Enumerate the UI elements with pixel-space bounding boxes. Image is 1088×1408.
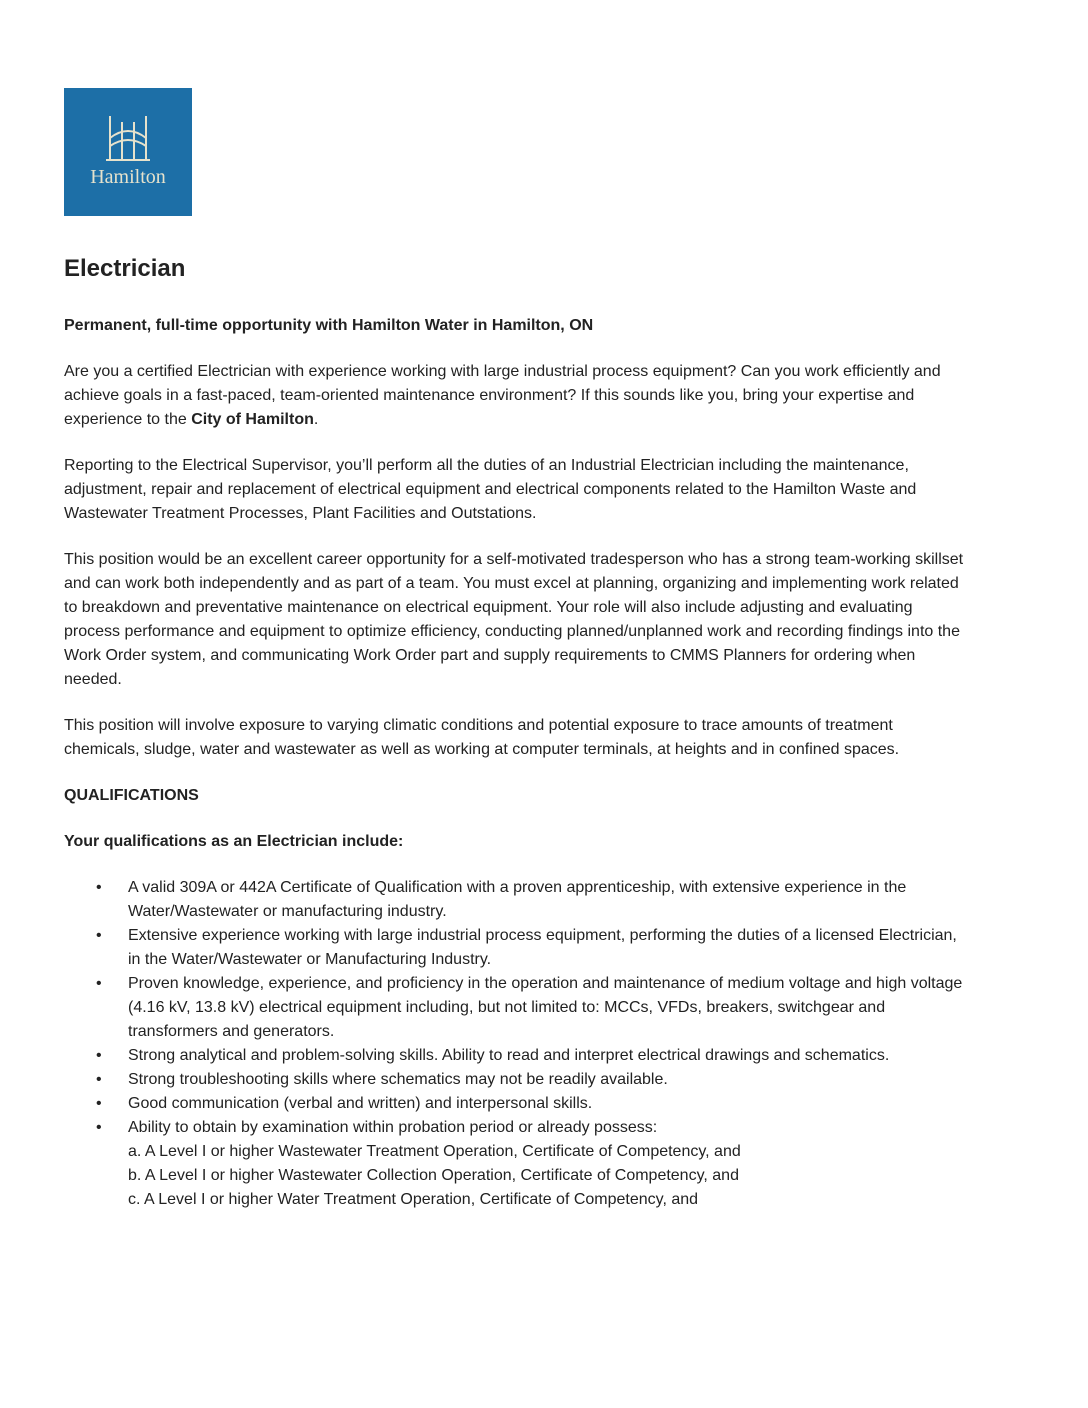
- bullet: •: [96, 927, 102, 944]
- list-item: [64, 1044, 964, 1068]
- qualifications-list: [64, 876, 964, 1212]
- bullet: •: [96, 1047, 102, 1064]
- list-item-text: Proven knowledge, experience, and proficiency in the operation and maintenance of medium voltage and high voltage (4.16 kV, 13.8 kV) electrical equipment including, but not limited to: MCCs, VFDs, breakers, switchgear and transformers and generators.: [128, 975, 963, 1040]
- list-item: [64, 1092, 964, 1116]
- logo-wordmark: Hamilton: [90, 166, 166, 188]
- qualifications-intro: Your qualifications as an Electrician include:: [64, 833, 404, 850]
- list-item: [64, 876, 964, 924]
- list-item-text: Strong analytical and problem-solving skills. Ability to read and interpret electrical drawings and schematics.: [128, 1047, 890, 1064]
- bullet: •: [96, 975, 102, 992]
- opportunity-paragraph: This position would be an excellent career opportunity for a self-motivated tradesperson who has a strong team-working skillset and can work both independently and as part of a team. You must excel at planning, organizing and implementing work related to breakdown and preventative maintenance on electrical equipment. Your role will also include adjusting and evaluating process performance and equipment to optimize efficiency, conducting planned/unplanned work and recording findings into the Work Order system, and communicating Work Order part and supply requirements to CMMS Planners for ordering when needed.: [64, 551, 964, 688]
- list-item-text: Strong troubleshooting skills where schematics may not be readily available.: [128, 1071, 668, 1088]
- hamilton-logo: [64, 88, 192, 216]
- bullet: •: [96, 1071, 102, 1088]
- sub-item: a. A Level I or higher Wastewater Treatment Operation, Certificate of Competency, and: [128, 1143, 741, 1160]
- bullet: •: [96, 1095, 102, 1112]
- page-title: Electrician: [64, 255, 186, 282]
- conditions-paragraph: This position will involve exposure to varying climatic conditions and potential exposure to trace amounts of treatment chemicals, sludge, water and wastewater as well as working at computer terminals, at heights and in confined spaces.: [64, 717, 900, 758]
- list-item-text: Good communication (verbal and written) and interpersonal skills.: [128, 1095, 593, 1112]
- intro-text: Are you a certified Electrician with experience working with large industrial process equipment? Can you work efficiently and achieve goals in a fast-paced, team-oriented maintenance environment? If this sounds like you, bring your expertise and experience to the: [64, 363, 941, 428]
- list-item: [64, 1068, 964, 1092]
- bullet: •: [96, 1119, 102, 1136]
- list-item-text: Extensive experience working with large industrial process equipment, performing the duties of a licensed Electrician, in the Water/Wastewater or Manufacturing Industry.: [128, 927, 957, 968]
- job-posting: [64, 254, 964, 1212]
- bullet: •: [96, 879, 102, 896]
- job-subtitle: Permanent, full-time opportunity with Hamilton Water in Hamilton, ON: [64, 317, 594, 334]
- sub-item: b. A Level I or higher Wastewater Collection Operation, Certificate of Competency, and: [128, 1167, 739, 1184]
- intro-end: .: [313, 411, 319, 428]
- list-item: [64, 1116, 964, 1212]
- list-item: [64, 924, 964, 972]
- list-item-text: A valid 309A or 442A Certificate of Qualification with a proven apprenticeship, with extensive experience in the Water/Wastewater or manufacturing industry.: [128, 879, 907, 920]
- city-name: City of Hamilton: [191, 411, 314, 428]
- list-item-text: Ability to obtain by examination within probation period or already possess:: [128, 1119, 658, 1136]
- reporting-paragraph: Reporting to the Electrical Supervisor, you’ll perform all the duties of an Industrial Electrician including the maintenance, adjustment, repair and replacement of electrical equipment and electrical components related to the Hamilton Waste and Wastewater Treatment Processes, Plant Facilities and Outstations.: [64, 457, 917, 522]
- qualifications-heading: QUALIFICATIONS: [64, 787, 199, 804]
- intro-paragraph: [64, 360, 964, 432]
- sub-item: c. A Level I or higher Water Treatment Operation, Certificate of Competency, and: [128, 1191, 699, 1208]
- list-item: [64, 972, 964, 1044]
- hamilton-crest-icon: [102, 112, 154, 164]
